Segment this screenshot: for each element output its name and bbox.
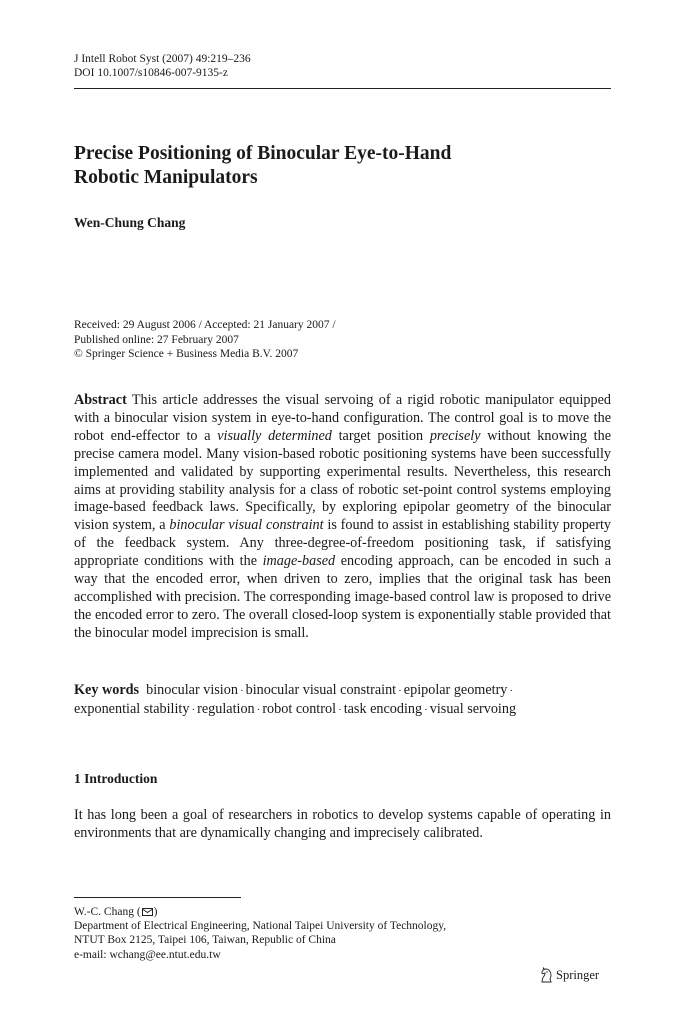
footnote-rule [74,897,241,898]
keyword-separator: · [509,685,514,697]
emphasis: binocular visual constraint [169,517,324,534]
abstract: Abstract This article addresses the visual servoing of a rigid robotic manipulator equipped with a binocular vision system in eye-to-hand configuration. The control goal is to move the robot end-effector to a visually determined target position precisely without knowing the precise camera model. Many vision-based robotic positioning systems have been successfully implemented and validated by supporting experimental results. Nevertheless, this research aims at providing stability analysis for a class of robotic set-point control systems employing image-based feedback laws. Specifically, by exploring epipolar geometry of the binocular vision system, a binocular visual constraint is found to assist in establishing stability property of the feedback system. Any three-degree-of-freedom positioning task, if satisfying appropriate conditions with the image-based encoding approach, can be encoded in such a way that the encoded error, when driven to zero, implies that the original task has been accomplished with precision. The corresponding image-based control law is proposed to drive the encoded error to zero. The overall closed-loop system is exponentially stable provided that the binocular model imprecision is small. [74,392,611,641]
keyword: binocular visual constraint [245,682,397,698]
corresponding-author: W.-C. Chang ( ) [74,906,158,918]
emphasis: image-based [262,553,336,570]
emphasis: visually determined [217,427,332,444]
keyword: robot control [262,700,337,717]
keyword-separator: · [338,703,342,716]
emphasis: precisely [429,427,481,444]
keyword: exponential stability [74,700,190,717]
author-name: Wen-Chung Chang [74,215,186,230]
received-accepted: Received: 29 August 2006 / Accepted: 21 January 2007 / [74,319,336,331]
address: NTUT Box 2125, Taipei 106, Taiwan, Republic of China [74,934,336,947]
published-online: Published online: 27 February 2007 [74,333,239,346]
keyword: task encoding [343,700,423,717]
section-heading: 1 Introduction [74,771,158,786]
paper-title [74,142,614,189]
keywords-label: Key words [74,682,140,698]
keywords [74,682,611,720]
keyword-separator: · [424,703,428,716]
journal-header [74,52,251,80]
keyword: regulation [197,700,255,717]
title-line-2: Robotic Manipulators [74,166,258,188]
copyright: © Springer Science + Business Media B.V. 2007 [74,348,299,360]
author-footnote [74,905,446,962]
abstract-label: Abstract [74,392,127,408]
header-rule [74,88,611,89]
publisher-name: Springer [556,967,600,982]
keyword-separator: · [398,685,402,697]
publisher-logo [540,967,599,983]
publication-dates [74,318,336,362]
title-line-1: Precise Positioning of Binocular Eye-to-Hand [74,143,452,164]
springer-knight-icon [540,967,553,983]
intro-paragraph: It has long been a goal of researchers in robotics to develop systems capable of operating in environments that are dynamically changing and imprecisely calibrated. [74,807,611,841]
keyword-separator: · [256,703,261,716]
keyword-separator: · [239,685,244,697]
doi: DOI 10.1007/s10846-007-9135-z [74,67,228,79]
journal-citation: J Intell Robot Syst (2007) 49:219–236 [74,53,251,65]
envelope-icon [142,908,153,916]
keyword: visual servoing [429,700,517,717]
keyword-separator: · [191,703,196,716]
keyword: epipolar geometry [403,682,508,698]
email: e-mail: wchang@ee.ntut.edu.tw [74,948,221,961]
affiliation: Department of Electrical Engineering, National Taipei University of Technology, [74,920,447,933]
keyword: binocular vision [146,682,238,698]
